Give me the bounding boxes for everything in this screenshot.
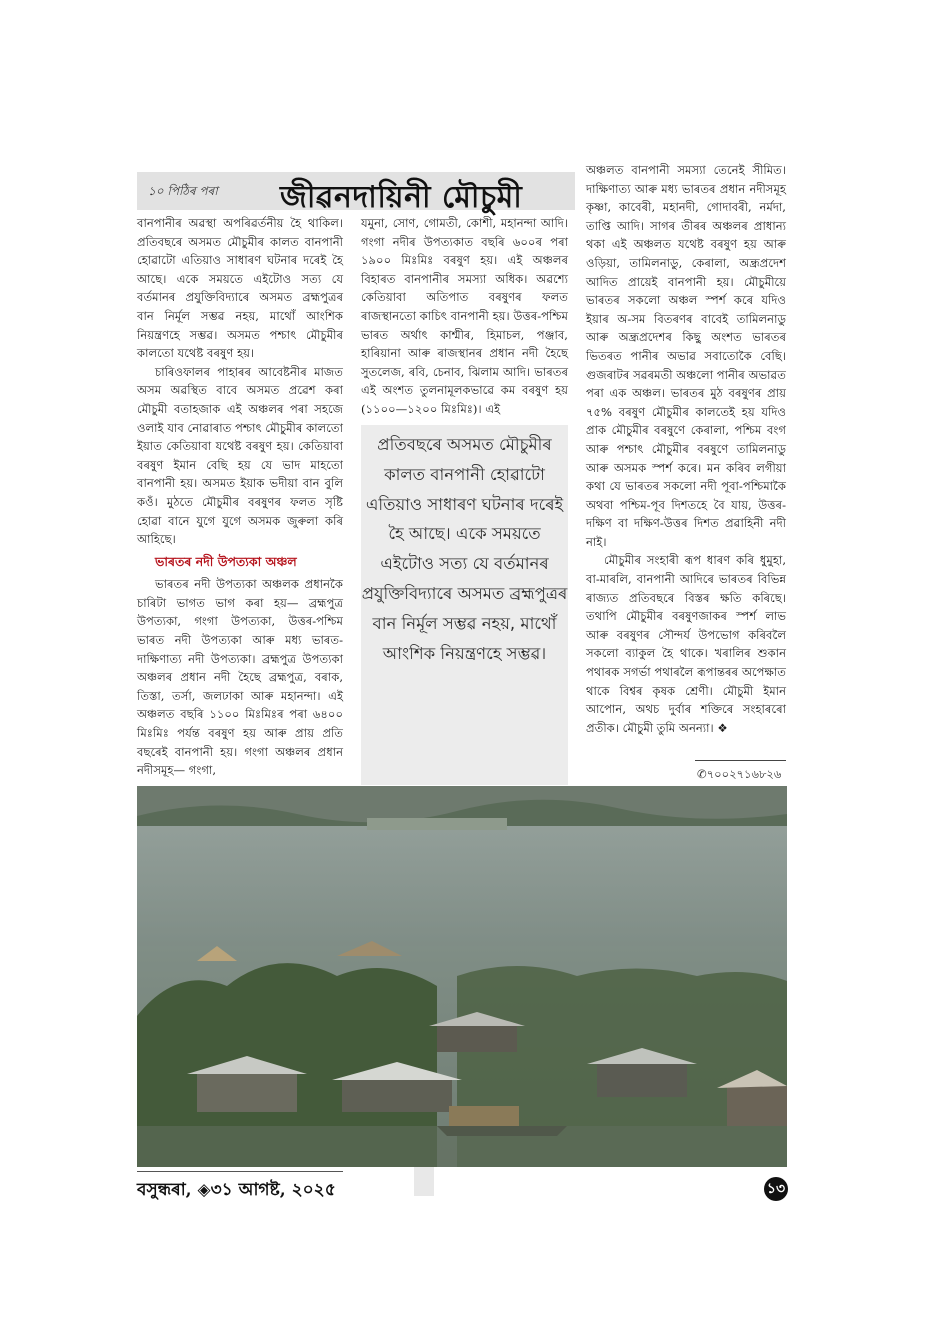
col1-paragraph-2: চাৰিওফালৰ পাহাৰৰ আবেষ্টনীৰ মাজত অসম অৱস্থিত বাবে অসমত প্ৰৱেশ কৰা মৌচুমী বতাহজাক এই অঞ্চলৰ পৰা সহজে ওলাই যাব নোৱাৰাত পশ্চাৎ মৌচুমীৰ কালতো ইয়াত কেতিয়াবা যথেষ্ট বৰষুণ হয়। কেতিয়াবা বৰষুণ ইমান বেছি হয় যে ভাদ মাহতো বানপানী হয়। অসমত ইয়াক ভদীয়া বান বুলি কওঁ। মুঠতে মৌচুমীৰ বৰষুণৰ ফলত সৃষ্টি হোৱা বানে যুগে যুগে অসমক জুৰুলা কৰি আহিছে। bbox=[137, 364, 343, 547]
column-2 bbox=[361, 214, 568, 419]
column-3 bbox=[586, 161, 786, 737]
pull-quote: প্ৰতিবছৰে অসমত মৌচুমীৰ কালত বানপানী হোৱাটো এতিয়াও সাধাৰণ ঘটনাৰ দৰেই হৈ আছে। একে সময়তে এইটোও সত্য যে বৰ্তমানৰ প্ৰযুক্তিবিদ্যাৰে অসমত ব্ৰহ্মপুত্ৰৰ বান নিৰ্মূল সম্ভৱ নহয়, মাথোঁ আংশিক নিয়ন্ত্ৰণহে সম্ভৱ। bbox=[361, 435, 568, 663]
col2-paragraph-1: যমুনা, সোণ, গোমতী, কোশী, মহানন্দা আদি। গংগা নদীৰ উপত্যকাত বছৰি ৬০০ৰ পৰা ১৯০০ মিঃমিঃ বৰষুণ হয়। এই অঞ্চলৰ বিহাৰত বানপানীৰ সমস্যা অধিক। অৱশ্যে কেতিয়াবা অতিপাত বৰষুণৰ ফলত ৰাজস্থানতো কাচিৎ বানপানী হয়। উত্তৰ-পশ্চিম ভাৰত অৰ্থাৎ কাশ্মীৰ, হিমাচল, পঞ্জাব, হাৰিয়ানা আৰু ৰাজস্থানৰ প্ৰধান নদী হৈছে সুতলেজ, ৰবি, চেনাব, ঝিলাম আদি। ভাৰতৰ এই অংশত তুলনামূলকভাৱে কম বৰষুণ হয় (১১০০—১২০০ মিঃমিঃ)। এই bbox=[361, 216, 568, 416]
author-phone: ✆৭০০২৭১৬৮২৬ bbox=[697, 767, 782, 781]
col1-paragraph-1: বানপানীৰ অৱস্থা অপৰিৱৰ্তনীয় হৈ থাকিল। প্ৰতিবছৰে অসমত মৌচুমীৰ কালত বানপানী হোৱাটো এতিয়াও সাধাৰণ ঘটনাৰ দৰেই হৈ আছে। একে সময়তে এইটোও সত্য যে বৰ্তমানৰ প্ৰযুক্তিবিদ্যাৰে অসমত ব্ৰহ্মপুত্ৰৰ বান নিৰ্মূল সম্ভৱ নহয়, মাথোঁ আংশিক নিয়ন্ত্ৰণহে সম্ভৱ। অসমত পশ্চাৎ মৌচুমীৰ কালতো যথেষ্ট বৰষুণ হয়। bbox=[137, 216, 343, 361]
publication-footer: বসুন্ধৰা, ◈৩১ আগষ্ট, ২০২৫ bbox=[137, 1180, 336, 1200]
article-title: জীৱনদায়িনী মৌচুমী bbox=[280, 180, 523, 215]
page-number: ১৩ bbox=[764, 1177, 788, 1201]
flood-photo bbox=[137, 786, 787, 1167]
col3-paragraph-1: অঞ্চলত বানপানী সমস্যা তেনেই সীমিত। দাক্ষিণাত্য আৰু মধ্য ভাৰতৰ প্ৰধান নদীসমূহ কৃষ্ণা, কাবেৰী, মহানদী, গোদাবৰী, নৰ্মদা, তাপ্তি আদি। সাগৰ তীৰৰ অঞ্চলৰ প্ৰাধান্য থকা এই অঞ্চলত যথেষ্ট বৰষুণ হয় আৰু ওড়িয়া, তামিলনাডু, কেৰালা, অন্ধ্ৰপ্ৰদেশ আদিত প্ৰায়েই বানপানী হয়। মৌচুমীয়ে ভাৰতৰ সকলো অঞ্চল স্পৰ্শ কৰে যদিও ইয়াৰ অ-সম বিতৰণৰ বাবেই তামিলনাডু আৰু অন্ধ্ৰপ্ৰদেশৰ কিছু অংশত ভাৰতৰ ভিতৰত পানীৰ অভাৱ সবাতোকৈ বেছি। গুজৰাটৰ সৱৰমতী অঞ্চলো পানীৰ অভাৱত পৰা এক অঞ্চল। ভাৰতৰ মুঠ বৰষুণৰ প্ৰায় ৭৫% বৰষুণ মৌচুমীৰ কালতেই হয় যদিও প্ৰাক মৌচুমীৰ বৰষুণে কেৰালা, পশ্চিম বংগ আৰু পশ্চাৎ মৌচুমীৰ বৰষুণে তামিলনাডু আৰু অসমক স্পৰ্শ কৰে। মন কৰিব লগীয়া কথা যে ভাৰতৰ সকলো নদী পূবা-পশ্চিমাকৈ অথবা পশ্চিম-পূব দিশতহে বৈ যায়, উত্তৰ-দক্ষিণ বা দক্ষিণ-উত্তৰ দিশত প্ৰৱাহিনী নদী নাই। bbox=[586, 163, 786, 549]
phone-divider bbox=[695, 760, 786, 761]
continued-note: ১০ পিঠিৰ পৰা bbox=[148, 184, 218, 198]
col3-paragraph-2: মৌচুমীৰ সংহাৰী ৰূপ ধাৰণ কৰি ধুমুহা, বা-মাৰলি, বানপানী আদিৰে ভাৰতৰ বিভিন্ন ৰাজ্যত প্ৰতিবছৰে বিস্তৰ ক্ষতি কৰিছে। তথাপি মৌচুমীৰ বৰষুণজাকৰ স্পৰ্শ লাভ আৰু বৰষুণৰ সৌন্দৰ্য উপভোগ কৰিবলৈ সকলো ব্যাকুল হৈ থাকে। খৰালিৰ শুকান পথাৰক সগৰ্ভা পথাৰলৈ ৰূপান্তৰৰ অপেক্ষাত থাকে বিশ্বৰ কৃষক শ্ৰেণী। মৌচুমী ইমান আপোন, অথচ দুৰ্বাৰ শক্তিৰে সংহাৰৰো প্ৰতীক। মৌচুমী তুমি অনন্যা। ❖ bbox=[586, 553, 786, 735]
section-subheading: ভাৰতৰ নদী উপত্যকা অঞ্চল bbox=[155, 553, 297, 569]
footer-divider bbox=[137, 1171, 343, 1172]
column-1 bbox=[137, 214, 343, 780]
col1-paragraph-3: ভাৰতৰ নদী উপত্যকা অঞ্চলক প্ৰধানকৈ চাৰিটা ভাগত ভাগ কৰা হয়— ব্ৰহ্মপুত্ৰ উপত্যকা, গংগা উপত্যকা, উত্তৰ-পশ্চিম ভাৰত নদী উপত্যকা আৰু মধ্য ভাৰত-দাক্ষিণাত্য নদী উপত্যকা। ব্ৰহ্মপুত্ৰ উপত্যকা অঞ্চলৰ প্ৰধান নদী হৈছে ব্ৰহ্মপুত্ৰ, বৰাক, তিস্তা, তৰ্সা, জলঢাকা আৰু মহানন্দা। এই অঞ্চলত বছৰি ১১০০ মিঃমিঃৰ পৰা ৬৪০০ মিঃমিঃ পৰ্যন্ত বৰষুণ হয় আৰু প্ৰায় প্ৰতি বছৰেই বানপানী হয়। গংগা অঞ্চলৰ প্ৰধান নদীসমূহ— গংগা, bbox=[137, 577, 343, 778]
